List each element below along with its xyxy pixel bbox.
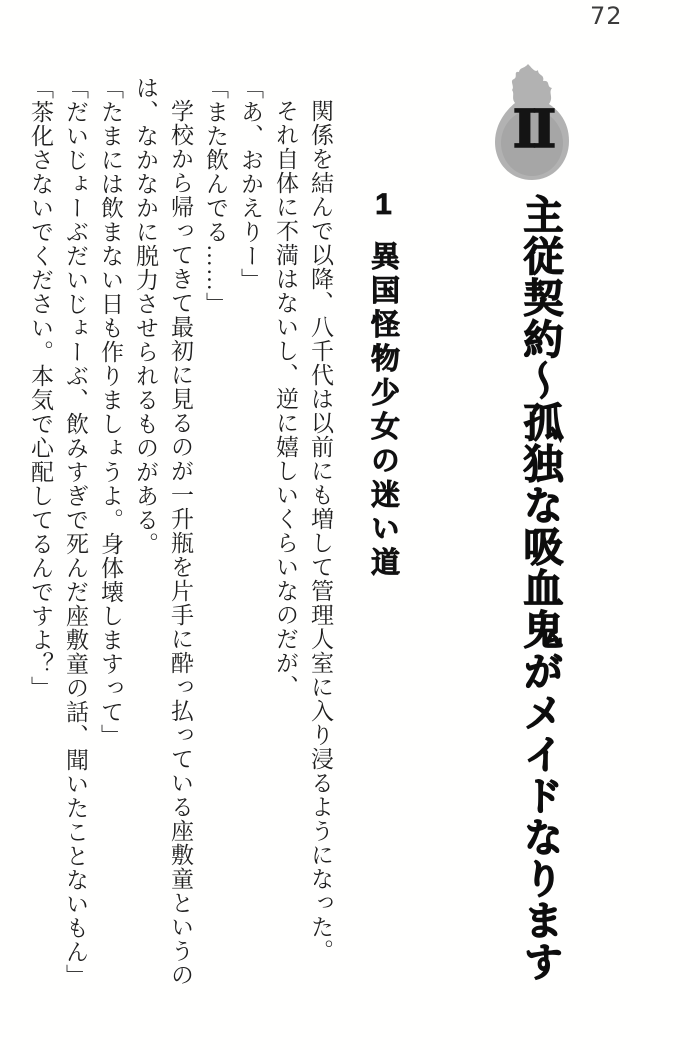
body-text [23, 76, 338, 1014]
text-line: 「だいじょーぶだいじょーぶ、飲みすぎで死んだ座敷童の話、聞いたことないもん」 [63, 76, 88, 988]
chapter-roman-numeral: II [512, 99, 552, 160]
chapter-title: 主従契約～孤独な吸血鬼がメイドなります [518, 194, 562, 983]
text-line: それ自体に不満はないし、逆に嬉しいくらいなのだが、 [273, 99, 298, 699]
text-line: 「あ、おかえりー」 [238, 76, 263, 292]
text-line: 「茶化さないでください。本気で心配してるんですよ？」 [28, 76, 53, 700]
section-heading [362, 188, 404, 638]
section-title: 異国怪物少女の迷い道 [367, 241, 399, 581]
text-line: 学校から帰ってきて最初に見るのが一升瓶を片手に酔っ払っている座敷童というの [168, 99, 193, 987]
page-number: 72 [590, 2, 623, 30]
text-line: は、なかなかに脱力させられるものがある。 [133, 76, 158, 556]
text-line: 「また飲んでる……」 [203, 76, 228, 316]
section-number: 1 [367, 188, 400, 221]
chapter-ornament [491, 60, 573, 184]
text-line: 関係を結んで以降、八千代は以前にも増して管理人室に入り浸るようになった。 [308, 99, 333, 963]
text-line: 「たまには飲まない日も作りましょうよ。身体壊しますって」 [98, 76, 123, 748]
